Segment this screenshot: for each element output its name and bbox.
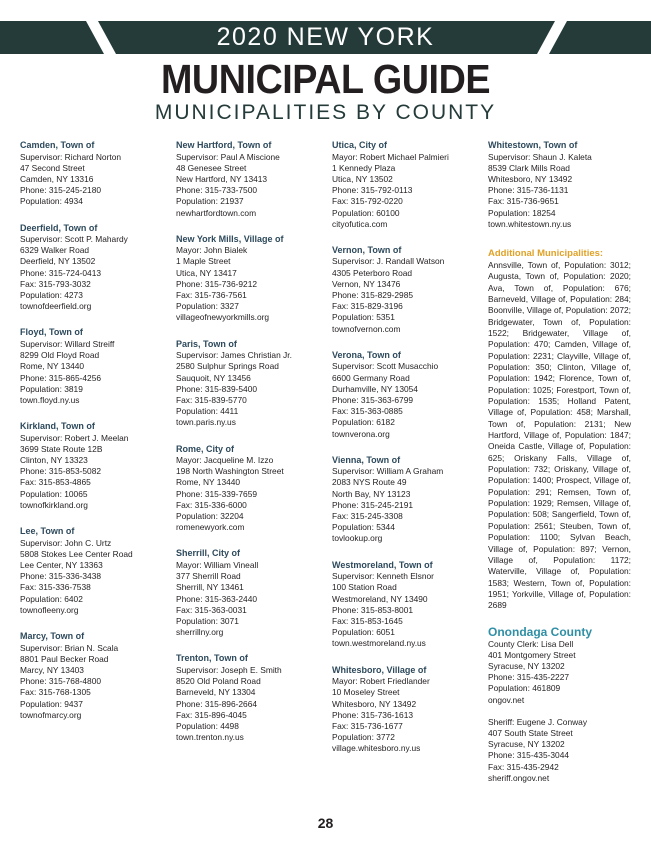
directory-entry	[488, 140, 638, 230]
entry-website-link[interactable]: townverona.org	[332, 428, 390, 439]
entry-line: Phone: 315-245-2191	[332, 499, 414, 510]
entry-line: Fax: 315-793-3032	[20, 278, 91, 289]
directory-entry	[176, 234, 326, 324]
entry-line: Fax: 315-245-3308	[332, 511, 403, 522]
entry-line: Supervisor: James Christian Jr.	[176, 350, 292, 361]
entry-line: Phone: 315-245-2180	[20, 185, 102, 196]
entry-line: 2083 NYS Route 49	[332, 477, 407, 488]
entry-website-link[interactable]: villageofnewyorkmills.org	[176, 312, 270, 323]
entry-line: New Hartford, NY 13413	[176, 173, 268, 184]
entry-line: Mayor: William Vineall	[176, 559, 259, 570]
entry-line: Population: 60100	[332, 207, 400, 218]
entry-line: Phone: 315-363-2440	[176, 593, 258, 604]
entry-line: Phone: 315-768-4800	[20, 676, 102, 687]
entry-line: Population: 3819	[20, 383, 83, 394]
entry-line: Utica, NY 13502	[332, 173, 393, 184]
entry-line: Population: 6402	[20, 593, 83, 604]
entry-line: Fax: 315-435-2942	[488, 761, 559, 772]
entry-line: Population: 18254	[488, 207, 556, 218]
entry-line: Camden, NY 13316	[20, 173, 94, 184]
directory-entry	[20, 327, 170, 406]
entry-line: Population: 4934	[20, 196, 83, 207]
entry-line: Phone: 315-792-0113	[332, 185, 413, 196]
entry-name: New Hartford, Town of	[176, 140, 272, 150]
entry-name: Deerfield, Town of	[20, 222, 98, 233]
entry-line: Population: 5351	[332, 312, 395, 323]
entry-line: 8520 Old Poland Road	[176, 676, 261, 687]
entry-line: Vernon, NY 13476	[332, 278, 401, 289]
entry-name: Verona, Town of	[332, 349, 401, 360]
entry-line: Fax: 315-363-0031	[176, 604, 247, 615]
entry-line: Fax: 315-363-0885	[332, 406, 403, 417]
entry-line: Population: 6182	[332, 417, 395, 428]
entry-line: Mayor: Robert Michael Palmieri	[332, 151, 449, 162]
entry-line: 377 Sherrill Road	[176, 571, 241, 582]
entry-line: Fax: 315-736-9651	[488, 196, 559, 207]
column-3	[332, 140, 482, 770]
entry-line: 407 South State Street	[488, 728, 573, 738]
entry-line: Fax: 315-336-6000	[176, 499, 247, 510]
entry-line: 47 Second Street	[20, 162, 85, 173]
entry-line: Population: 10065	[20, 488, 88, 499]
entry-line: Population: 3772	[332, 732, 395, 743]
onondaga-county-heading: Onondaga County	[488, 624, 592, 639]
entry-line: Phone: 315-839-5400	[176, 383, 258, 394]
entry-line: North Bay, NY 13123	[332, 488, 411, 499]
entry-line: Clinton, NY 13323	[20, 455, 88, 466]
entry-line: Lee Center, NY 13363	[20, 559, 103, 570]
entry-name: Lee, Town of	[20, 526, 75, 537]
entry-name: Utica, City of	[332, 140, 388, 150]
entry-website-link[interactable]: town.trenton.ny.us	[176, 732, 244, 743]
entry-line: County Clerk: Lisa Dell	[488, 638, 574, 649]
entry-website-link[interactable]: village.whitesboro.ny.us	[332, 743, 421, 754]
entry-line: Supervisor: Robert J. Meelan	[20, 432, 129, 443]
entry-line: Population: 3071	[176, 616, 239, 626]
entry-website-link[interactable]: newhartfordtown.com	[176, 207, 257, 218]
entry-line: Phone: 315-733-7500	[176, 185, 258, 196]
entry-line: Phone: 315-829-2985	[332, 290, 414, 301]
entry-line: 6329 Walker Road	[20, 245, 90, 256]
entry-line: 4305 Peterboro Road	[332, 267, 413, 278]
entry-line: Mayor: John Bialek	[176, 245, 248, 256]
entry-website-link[interactable]: townofdeerfield.org	[20, 301, 92, 312]
page-subtitle: MUNICIPALITIES BY COUNTY	[154, 101, 497, 124]
entry-name: Rome, City of	[176, 443, 235, 454]
entry-line: Durhamville, NY 13054	[332, 383, 418, 394]
entry-line: Sheriff: Eugene J. Conway	[488, 716, 588, 727]
directory-entry	[176, 339, 326, 429]
entry-line: Phone: 315-736-1613	[332, 709, 414, 720]
entry-line: 401 Montgomery Street	[488, 649, 576, 660]
entry-website-link[interactable]: tovlookup.org	[332, 533, 383, 544]
entry-website-link[interactable]: romenewyork.com	[176, 522, 245, 533]
directory-entry	[176, 140, 326, 219]
entry-line: Syracuse, NY 13202	[488, 739, 565, 750]
entry-line: Deerfield, NY 13502	[20, 256, 96, 267]
entry-line: Supervisor: Shaun J. Kaleta	[488, 151, 592, 162]
entry-line: Fax: 315-792-0220	[332, 196, 403, 207]
directory-entry	[332, 140, 482, 230]
column-2	[176, 140, 326, 758]
entry-line: Westmoreland, NY 13490	[332, 593, 428, 604]
entry-website-link[interactable]: townofkirkland.org	[20, 499, 88, 510]
entry-name: Vernon, Town of	[332, 244, 402, 255]
entry-line: Supervisor: Richard Norton	[20, 151, 122, 162]
entry-line: 198 North Washington Street	[176, 466, 284, 477]
directory-entry	[20, 526, 170, 616]
entry-line: Rome, NY 13440	[20, 361, 85, 372]
entry-line: Population: 9437	[20, 698, 83, 709]
entry-name: Kirkland, Town of	[20, 421, 95, 432]
entry-line: Fax: 315-736-7561	[176, 290, 247, 301]
banner-title: 2020 NEW YORK	[216, 23, 435, 51]
entry-line: Phone: 315-865-4256	[20, 372, 102, 383]
directory-entry	[332, 560, 482, 650]
onondaga-county-entries	[488, 639, 638, 784]
entry-line: Population: 4498	[176, 720, 239, 731]
page-title: MUNICIPAL GUIDE	[160, 56, 491, 102]
entry-name: Whitestown, Town of	[488, 140, 578, 150]
entry-website-link[interactable]: town.westmoreland.ny.us	[332, 638, 426, 649]
entry-line: Fax: 315-896-4045	[176, 709, 247, 720]
entry-line: Whitesboro, NY 13492	[332, 698, 417, 709]
entry-line: Population: 461809	[488, 683, 561, 694]
directory-entry	[332, 455, 482, 545]
entry-line: Supervisor: J. Randall Watson	[332, 256, 445, 267]
entry-line: Population: 21937	[176, 196, 244, 207]
directory-entry	[20, 631, 170, 721]
entry-line: 10 Moseley Street	[332, 687, 400, 698]
entry-line: Supervisor: Joseph E. Smith	[176, 664, 282, 675]
entry-line: Whitesboro, NY 13492	[488, 173, 573, 184]
entry-line: 48 Genesee Street	[176, 162, 247, 173]
entry-line: Supervisor: William A Graham	[332, 466, 444, 477]
entry-website-link[interactable]: sherrillny.org	[176, 627, 224, 638]
entry-website-link[interactable]: townofmarcy.org	[20, 709, 82, 720]
entry-line: 100 Station Road	[332, 582, 397, 593]
entry-name: Whitesboro, Village of	[332, 664, 427, 675]
entry-line: Phone: 315-896-2664	[176, 698, 258, 709]
entry-website-link[interactable]: town.whitestown.ny.us	[488, 218, 572, 229]
entry-line: Syracuse, NY 13202	[488, 660, 565, 671]
entry-line: Supervisor: Kenneth Elsnor	[332, 571, 434, 582]
entry-line: 3699 State Route 12B	[20, 443, 103, 454]
entry-line: Barneveld, NY 13304	[176, 687, 256, 698]
entry-line: Fax: 315-839-5770	[176, 394, 247, 405]
directory-entry	[20, 421, 170, 511]
directory-entry	[332, 245, 482, 335]
entry-line: Supervisor: John C. Urtz	[20, 537, 112, 548]
entry-website-link[interactable]: town.floyd.ny.us	[20, 394, 80, 405]
entry-line: Rome, NY 13440	[176, 477, 241, 488]
entry-line: Population: 5344	[332, 522, 395, 533]
entry-line: 5808 Stokes Lee Center Road	[20, 548, 133, 559]
entry-name: Paris, Town of	[176, 338, 237, 349]
entry-line: 6600 Germany Road	[332, 372, 410, 383]
additional-municipalities-list: Annsville, Town of, Population: 3012; Augusta, Town of, Population: 2020; Ava, Town of, Population: 676; Barneveld, Village of, Population: 284; Boonville, Village of, Population: 2072; Bridgewater, Town of, Population: 1522; Bridgewater, Village of, Population: 470; Camden, Village of, Population: 2231; Clayville, Village of, Population: 350; Clinton, Village of, Population: 1942; Florence, Town of, Population: 1025; Forestport, Town of, Population: 1535; Holland Patent, Village of, Population: 458; Marshall, Town of, Population: 2131; New Hartford, Village of, Population: 1847; Oneida Castle, Village of, Population: 625; Oriskany Falls, Village of, Population: 732; Oriskany, Village of, Population: 1400; Prospect, Village of, Population: 291; Remsen, Town of, Population: 1929; Remsen, Village of, Population: 508; Sangerfield, Town of, Population: 2561; Steuben, Town of, Population: 1100; Sylvan Beach, Village of, Population: 897; Vernon, Village of, Population: 1172; Waterville, Village of, Population: 1583; Western, Town of, Population: 1951; Yorkville, Village of, Population: 2689	[488, 259, 631, 611]
directory-entry	[488, 639, 638, 706]
entry-line: 1 Maple Street	[176, 256, 231, 267]
entry-line: Fax: 315-736-1677	[332, 720, 403, 731]
entry-line: Fax: 315-829-3196	[332, 301, 403, 312]
entry-line: Phone: 315-853-8001	[332, 604, 414, 615]
entry-line: 8539 Clark Mills Road	[488, 162, 570, 173]
page-number: 28	[317, 815, 334, 831]
entry-line: Supervisor: Scott P. Mahardy	[20, 234, 128, 245]
entry-line: Phone: 315-336-3438	[20, 571, 102, 582]
entry-line: Phone: 315-363-6799	[332, 394, 414, 405]
entry-website-link[interactable]: ongov.net	[488, 694, 525, 705]
entry-line: Mayor: Robert Friedlander	[332, 676, 430, 687]
entry-line: 1 Kennedy Plaza	[332, 162, 396, 173]
entry-website-link[interactable]: sheriff.ongov.net	[488, 772, 550, 783]
entry-line: Phone: 315-724-0413	[20, 267, 102, 278]
entry-line: Phone: 315-853-5082	[20, 466, 102, 477]
entry-name: Sherrill, City of	[176, 548, 241, 559]
entry-line: Phone: 315-435-3044	[488, 750, 570, 761]
additional-municipalities-heading: Additional Municipalities:	[488, 247, 604, 259]
entry-website-link[interactable]: town.paris.ny.us	[176, 417, 236, 428]
entry-line: 2580 Sulphur Springs Road	[176, 361, 279, 372]
entry-line: Population: 3327	[176, 301, 239, 312]
entry-name: Westmoreland, Town of	[332, 559, 433, 570]
entry-line: Mayor: Jacqueline M. Izzo	[176, 455, 274, 466]
directory-entry	[332, 350, 482, 440]
directory-entry	[20, 140, 170, 208]
entry-name: Camden, Town of	[20, 140, 95, 150]
column-4	[488, 140, 638, 795]
entry-line: Phone: 315-736-9212	[176, 278, 258, 289]
entry-line: Phone: 315-435-2227	[488, 672, 570, 683]
entry-name: Marcy, Town of	[20, 631, 85, 641]
entry-line: Population: 6051	[332, 627, 395, 638]
directory-entry	[176, 548, 326, 638]
entry-line: Supervisor: Willard Streiff	[20, 338, 115, 349]
entry-website-link[interactable]: townofvernon.com	[332, 323, 401, 334]
entry-website-link[interactable]: cityofutica.com	[332, 218, 388, 229]
entry-line: Fax: 315-336-7538	[20, 582, 91, 593]
entry-line: 8299 Old Floyd Road	[20, 350, 100, 361]
entry-line: Fax: 315-853-4865	[20, 477, 91, 488]
entry-line: Marcy, NY 13403	[20, 664, 84, 675]
entry-line: Phone: 315-339-7659	[176, 488, 258, 499]
entry-line: 8801 Paul Becker Road	[20, 653, 109, 664]
entry-line: Population: 4411	[176, 406, 239, 417]
column-1	[20, 140, 170, 736]
column-4-entries	[488, 140, 638, 230]
entry-line: Fax: 315-768-1305	[20, 687, 91, 698]
directory-entry	[488, 717, 638, 784]
directory-entry	[176, 653, 326, 743]
directory-entry	[332, 665, 482, 755]
entry-name: Trenton, Town of	[176, 653, 248, 664]
entry-line: Supervisor: Brian N. Scala	[20, 642, 119, 653]
entry-line: Population: 32204	[176, 511, 244, 522]
entry-name: New York Mills, Village of	[176, 233, 284, 244]
entry-line: Sauquoit, NY 13456	[176, 372, 251, 383]
entry-name: Vienna, Town of	[332, 454, 401, 465]
entry-line: Fax: 315-853-1645	[332, 616, 403, 626]
entry-line: Population: 4273	[20, 290, 83, 301]
directory-entry	[176, 444, 326, 534]
entry-line: Phone: 315-736-1131	[488, 185, 569, 196]
entry-name: Floyd, Town of	[20, 327, 83, 338]
directory-entry	[20, 223, 170, 313]
entry-line: Sherrill, NY 13461	[176, 582, 244, 593]
entry-line: Supervisor: Paul A Miscione	[176, 151, 280, 162]
entry-line: Supervisor: Scott Musacchio	[332, 361, 439, 372]
entry-website-link[interactable]: townofleeny.org	[20, 604, 79, 615]
entry-line: Utica, NY 13417	[176, 267, 237, 278]
